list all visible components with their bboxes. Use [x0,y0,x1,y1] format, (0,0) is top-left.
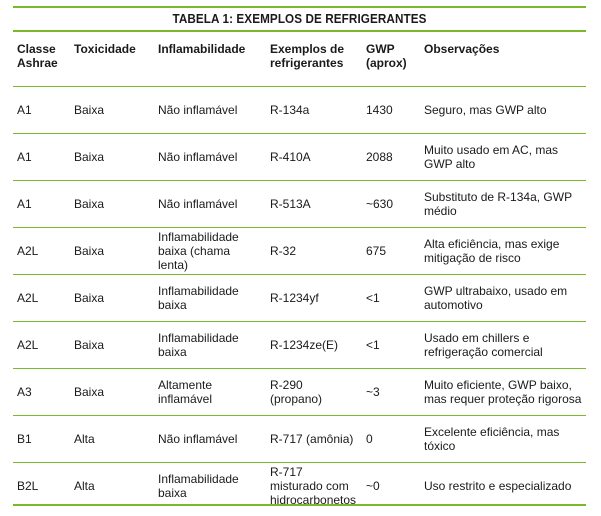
cell-inflamabilidade: Não inflamável [154,180,266,227]
cell-exemplos: R-32 [266,227,362,274]
cell-toxicidade: Baixa [70,274,154,321]
cell-exemplos: R-717 misturado com hidrocarbonetos [270,464,357,507]
cell-exemplos: R-1234yf [266,274,362,321]
cell-exemplos: R-1234ze(E) [266,321,362,368]
cell-inflamabilidade: Altamente inflamável [154,368,266,415]
cell-observacoes: Muito usado em AC, mas GWP alto [420,133,586,180]
header-toxicidade: Toxicidade [70,34,154,86]
table-row [13,321,586,368]
cell-observacoes: Uso restrito e especializado [424,478,572,493]
refrigerants-table [13,34,586,509]
cell-toxicidade: Alta [74,478,95,493]
cell-gwp: 0 [362,415,420,462]
table-row [13,180,586,227]
cell-classe: B1 [13,415,70,462]
cell-observacoes: GWP ultrabaixo, usado em automotivo [420,274,586,321]
cell-gwp: ~630 [362,180,420,227]
table-row [13,133,586,180]
title-divider [13,30,586,32]
cell-exemplos: R-513A [266,180,362,227]
cell-exemplos: R-717 (amônia) [266,415,362,462]
cell-observacoes: Alta eficiência, mas exige mitigação de risco [420,227,586,274]
cell-classe: A2L [13,321,70,368]
header-classe-ashrae: Classe Ashrae [13,34,70,86]
table-row [13,415,586,462]
cell-inflamabilidade: Inflamabilidade baixa [154,321,266,368]
cell-exemplos: R-410A [266,133,362,180]
cell-inflamabilidade: Inflamabilidade baixa [154,274,266,321]
cell-gwp: 2088 [362,133,420,180]
cell-gwp: ~3 [362,368,420,415]
cell-observacoes: Muito eficiente, GWP baixo, mas requer proteção rigorosa [420,368,586,415]
cell-gwp: 1430 [362,86,420,133]
cell-toxicidade: Alta [70,415,154,462]
cell-inflamabilidade: Inflamabilidade baixa (chama lenta) [154,227,266,274]
table-row [13,368,586,415]
table-row [13,462,586,509]
cell-toxicidade: Baixa [70,227,154,274]
cell-inflamabilidade: Não inflamável [154,415,266,462]
cell-inflamabilidade: Não inflamável [154,133,266,180]
cell-toxicidade: Baixa [70,86,154,133]
cell-classe: A1 [13,133,70,180]
table-row [13,86,586,133]
cell-gwp: <1 [362,274,420,321]
cell-observacoes: Substituto de R-134a, GWP médio [420,180,586,227]
cell-observacoes: Usado em chillers e refrigeração comercial [420,321,586,368]
cell-classe: B2L [17,478,39,493]
table-row [13,227,586,274]
cell-classe: A1 [13,86,70,133]
cell-classe: A2L [13,227,70,274]
cell-observacoes: Seguro, mas GWP alto [420,86,586,133]
cell-toxicidade: Baixa [70,133,154,180]
cell-gwp: <1 [362,321,420,368]
cell-classe: A1 [13,180,70,227]
cell-observacoes: Excelente eficiência, mas tóxico [420,415,586,462]
header-observacoes: Observações [420,34,586,86]
cell-exemplos: R-290 (propano) [266,368,362,415]
cell-gwp: ~0 [366,478,380,493]
cell-classe: A3 [13,368,70,415]
cell-inflamabilidade: Inflamabilidade baixa [158,471,239,500]
table-header-row [13,34,586,86]
header-gwp: GWP (aprox) [362,34,420,86]
cell-gwp: 675 [362,227,420,274]
table-row [13,274,586,321]
cell-toxicidade: Baixa [70,180,154,227]
cell-toxicidade: Baixa [70,368,154,415]
refrigerants-table-frame [13,6,586,506]
table-title: TABELA 1: EXEMPLOS DE REFRIGERANTES [172,11,427,26]
header-exemplos: Exemplos de refrigerantes [266,34,362,86]
cell-toxicidade: Baixa [70,321,154,368]
cell-classe: A2L [13,274,70,321]
cell-exemplos: R-134a [266,86,362,133]
cell-inflamabilidade: Não inflamável [154,86,266,133]
header-inflamabilidade: Inflamabilidade [154,34,266,86]
